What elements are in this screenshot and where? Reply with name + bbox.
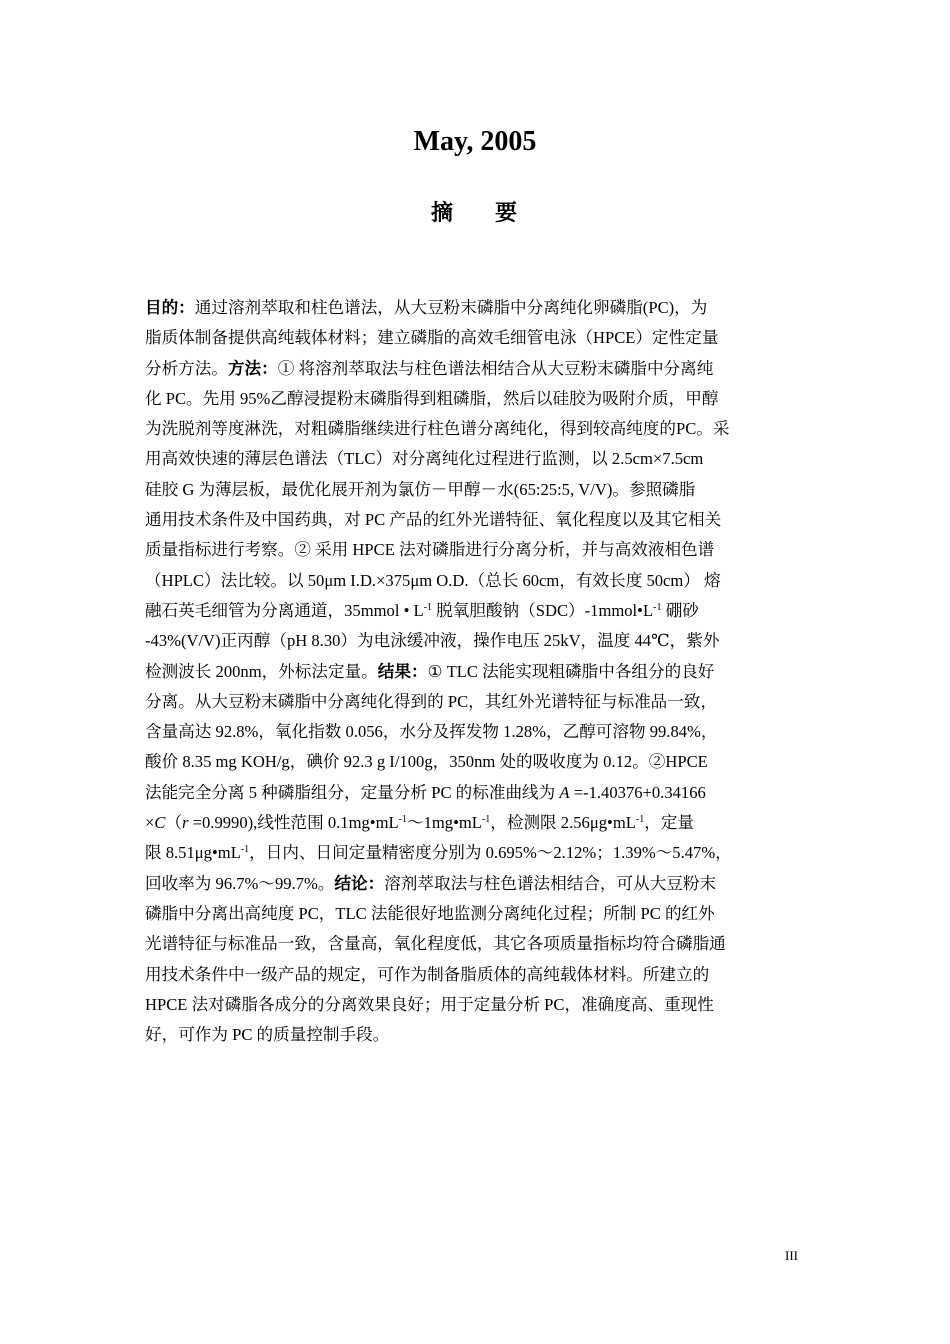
abstract-line: -43%(V/V)正丙醇（pH 8.30）为电泳缓冲液，操作电压 25kV，温度 44℃，紫外 xyxy=(145,631,720,651)
abstract-line: HPCE 法对磷脂各成分的分离效果良好；用于定量分析 PC，准确度高、重现性 xyxy=(145,994,714,1014)
abstract-line: 通用技术条件及中国药典，对 PC 产品的红外光谱特征、氧化程度以及其它相关 xyxy=(145,510,722,530)
abstract-text: 限 8.51μg•mL xyxy=(145,843,241,863)
variable-a: A xyxy=(559,782,570,802)
results-label: 结果： xyxy=(377,661,428,681)
abstract-text: ① TLC 法能实现粗磷脂中各组分的良好 xyxy=(427,661,715,681)
abstract-line xyxy=(145,869,807,899)
abstract-line xyxy=(145,778,807,808)
abstract-line: 分离。从大豆粉末磷脂中分离纯化得到的 PC，其红外光谱特征与标准品一致， xyxy=(145,691,718,711)
abstract-text: ，定量 xyxy=(644,813,695,833)
abstract-line xyxy=(145,808,807,838)
superscript: -1 xyxy=(240,844,250,856)
conclusion-label: 结论： xyxy=(334,873,385,893)
abstract-line xyxy=(145,657,807,687)
abstract-heading-part1: 摘 xyxy=(430,201,455,226)
superscript: -1 xyxy=(653,601,662,613)
abstract-line: 脂质体制备提供高纯载体材料；建立磷脂的高效毛细管电泳（HPCE）定性定量 xyxy=(145,328,719,348)
abstract-text: =-1.40376+0.34166 xyxy=(569,782,706,802)
abstract-line: 为洗脱剂等度淋洗，对粗磷脂继续进行柱色谱分离纯化，得到较高纯度的PC。采 xyxy=(145,419,730,439)
abstract-text: ，检测限 2.56μg•mL xyxy=(490,813,636,833)
abstract-line: 磷脂中分离出高纯度 PC，TLC 法能很好地监测分离纯化过程；所制 PC 的红外 xyxy=(145,903,715,923)
abstract-heading xyxy=(0,199,950,229)
abstract-line: 用高效快速的薄层色谱法（TLC）对分离纯化过程进行监测，以 2.5cm×7.5cm xyxy=(145,449,704,469)
abstract-line xyxy=(145,596,807,626)
abstract-text: 脱氧胆酸钠（SDC）-1mmol•L xyxy=(432,600,654,620)
abstract-text: 检测波长 200nm，外标法定量。 xyxy=(145,661,378,681)
variable-c: C xyxy=(154,813,166,833)
abstract-text: 融石英毛细管为分离通道，35mmol • L xyxy=(145,600,424,620)
abstract-line: （HPLC）法比较。以 50μm I.D.×375μm O.D.（总长 60cm，有效长度 50cm） 熔 xyxy=(145,570,721,590)
abstract-line: 化 PC。先用 95%乙醇浸提粉末磷脂得到粗磷脂，然后以硅胶为吸附介质，甲醇 xyxy=(145,388,719,408)
abstract-text: ～1mg•mL xyxy=(406,813,482,833)
abstract-text: 法能完全分离 5 种磷脂组分，定量分析 PC 的标准曲线为 xyxy=(145,782,560,802)
superscript: -1 xyxy=(423,601,433,613)
abstract-line xyxy=(145,838,807,868)
abstract-text: × xyxy=(145,813,155,833)
abstract-text: ① 将溶剂萃取法与柱色谱法相结合从大豆粉末磷脂中分离纯 xyxy=(277,358,714,378)
superscript: -1 xyxy=(635,814,645,826)
page-number: III xyxy=(785,1248,798,1263)
abstract-line: 硅胶 G 为薄层板，最优化展开剂为氯仿－甲醇－水(65:25:5, V/V)。参照磷脂 xyxy=(145,479,696,499)
variable-r: r xyxy=(182,813,189,833)
abstract-text: 溶剂萃取法与柱色谱法相结合，可从大豆粉末 xyxy=(384,873,717,893)
abstract-line xyxy=(145,354,807,384)
abstract-text: ，日内、日间定量精密度分别为 0.695%～2.12%；1.39%～5.47%， xyxy=(249,843,732,863)
abstract-text: （ xyxy=(165,813,183,833)
superscript: -1 xyxy=(481,814,491,826)
date-title: May, 2005 xyxy=(413,126,537,157)
abstract-text: 分析方法。 xyxy=(145,358,228,378)
abstract-line: 质量指标进行考察。② 采用 HPCE 法对磷脂进行分离分析，并与高效液相色谱 xyxy=(145,540,715,560)
abstract-heading-part2: 要 xyxy=(495,201,520,226)
abstract-text: 通过溶剂萃取和柱色谱法，从大豆粉末磷脂中分离纯化卵磷脂(PC)，为 xyxy=(194,298,708,317)
abstract-line: 好，可作为 PC 的质量控制手段。 xyxy=(145,1025,390,1045)
superscript: -1 xyxy=(398,814,407,826)
methods-label: 方法： xyxy=(227,358,278,378)
abstract-text: 回收率为 96.7%～99.7%。 xyxy=(145,873,335,893)
abstract-line: 用技术条件中一级产品的规定，可作为制备脂质体的高纯载体材料。所建立的 xyxy=(145,964,710,984)
abstract-text: 硼砂 xyxy=(661,600,699,620)
abstract-line: 含量高达 92.8%，氧化指数 0.056，水分及挥发物 1.28%，乙醇可溶物 99.84%， xyxy=(145,722,718,742)
abstract-line xyxy=(145,293,807,323)
abstract-text: =0.9990),线性范围 0.1mg•mL xyxy=(188,813,399,833)
abstract-line: 光谱特征与标准品一致，含量高，氧化程度低，其它各项质量指标均符合磷脂通 xyxy=(145,934,726,954)
purpose-label: 目的： xyxy=(145,298,195,317)
abstract-line: 酸价 8.35 mg KOH/g，碘价 92.3 g I/100g，350nm 处的吸收度为 0.12。②HPCE xyxy=(145,752,708,772)
abstract-body xyxy=(145,293,807,1050)
